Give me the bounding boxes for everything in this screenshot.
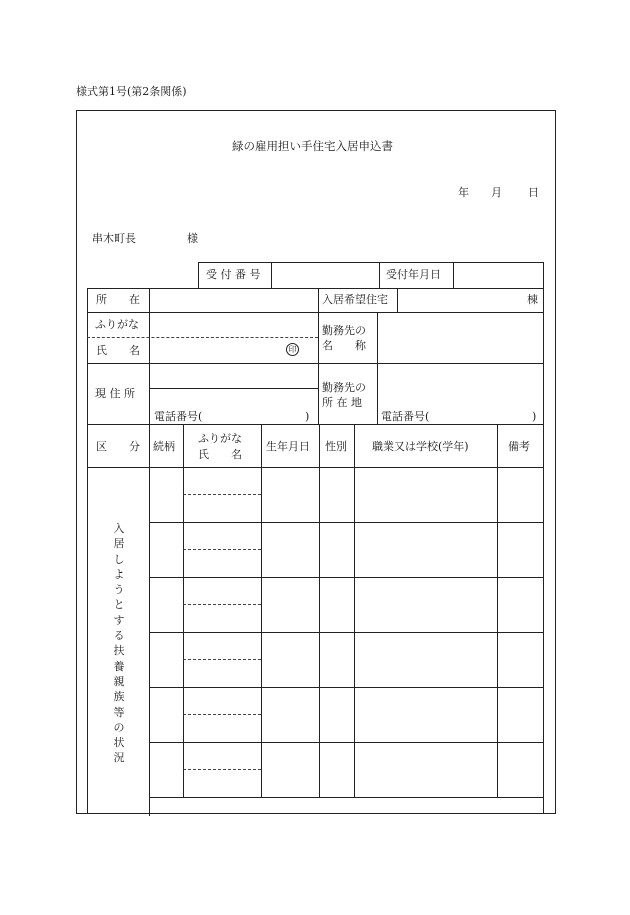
phone-close-right: )	[532, 410, 537, 423]
reception-number-label: 受 付 番 号	[206, 268, 261, 281]
applicant-name-field[interactable]	[150, 338, 280, 362]
addressee-honorific: 様	[187, 232, 198, 245]
family-row[interactable]	[150, 688, 542, 741]
header-name: 氏 名	[198, 448, 242, 461]
workplace-name-field[interactable]	[378, 313, 542, 362]
location-field[interactable]	[150, 289, 317, 311]
header-name-furigana: ふりがな	[198, 432, 242, 445]
phone-label-right: 電話番号(	[381, 410, 430, 423]
workplace-address-field[interactable]	[378, 364, 542, 406]
header-gender: 性別	[325, 440, 347, 453]
furigana-label: ふりがな	[95, 318, 139, 331]
header-category: 区 分	[96, 440, 140, 453]
family-row[interactable]	[150, 743, 542, 796]
date-month-label: 月	[491, 186, 502, 199]
workplace-name-label-1: 勤務先の	[322, 324, 366, 337]
applicant-furigana-field[interactable]	[150, 313, 317, 336]
header-birthdate: 生年月日	[266, 440, 310, 453]
header-relation: 続柄	[153, 440, 175, 453]
seal-mark: 印	[286, 343, 299, 356]
desired-housing-field[interactable]	[398, 289, 523, 311]
date-year-label: 年	[458, 186, 469, 199]
reception-date-field[interactable]	[454, 263, 542, 287]
form-title: 緑の雇用担い手住宅入居申込書	[232, 139, 393, 153]
current-address-label: 現 住 所	[95, 387, 135, 400]
reception-number-field[interactable]	[272, 263, 378, 287]
header-occupation: 職業又は学校(学年)	[372, 440, 469, 453]
workplace-name-label-2: 名 称	[322, 339, 366, 352]
form-number: 様式第1号(第2条関係)	[76, 85, 187, 98]
addressee-name: 串木町長	[92, 232, 136, 245]
reception-date-label: 受付年月日	[386, 268, 441, 281]
family-row[interactable]	[150, 468, 542, 521]
family-row[interactable]	[150, 633, 542, 686]
desired-housing-label: 入居希望住宅	[322, 293, 388, 306]
date-day-label: 日	[528, 186, 539, 199]
current-address-field[interactable]	[150, 364, 317, 387]
phone-field-right[interactable]	[432, 407, 530, 423]
workplace-address-label-1: 勤務先の	[322, 381, 366, 394]
family-row[interactable]	[150, 523, 542, 576]
header-remarks: 備考	[508, 440, 530, 453]
phone-field-left[interactable]	[205, 407, 303, 423]
workplace-address-label-2: 所 在 地	[322, 396, 362, 409]
name-label: 氏 名	[96, 344, 140, 357]
building-unit-label: 棟	[527, 293, 538, 306]
location-label: 所 在	[96, 293, 140, 306]
category-vertical-label: 入居しようとする扶養親族等の状況	[113, 522, 125, 765]
family-row[interactable]	[150, 578, 542, 631]
phone-label-left: 電話番号(	[154, 410, 203, 423]
phone-close-left: )	[305, 410, 310, 423]
